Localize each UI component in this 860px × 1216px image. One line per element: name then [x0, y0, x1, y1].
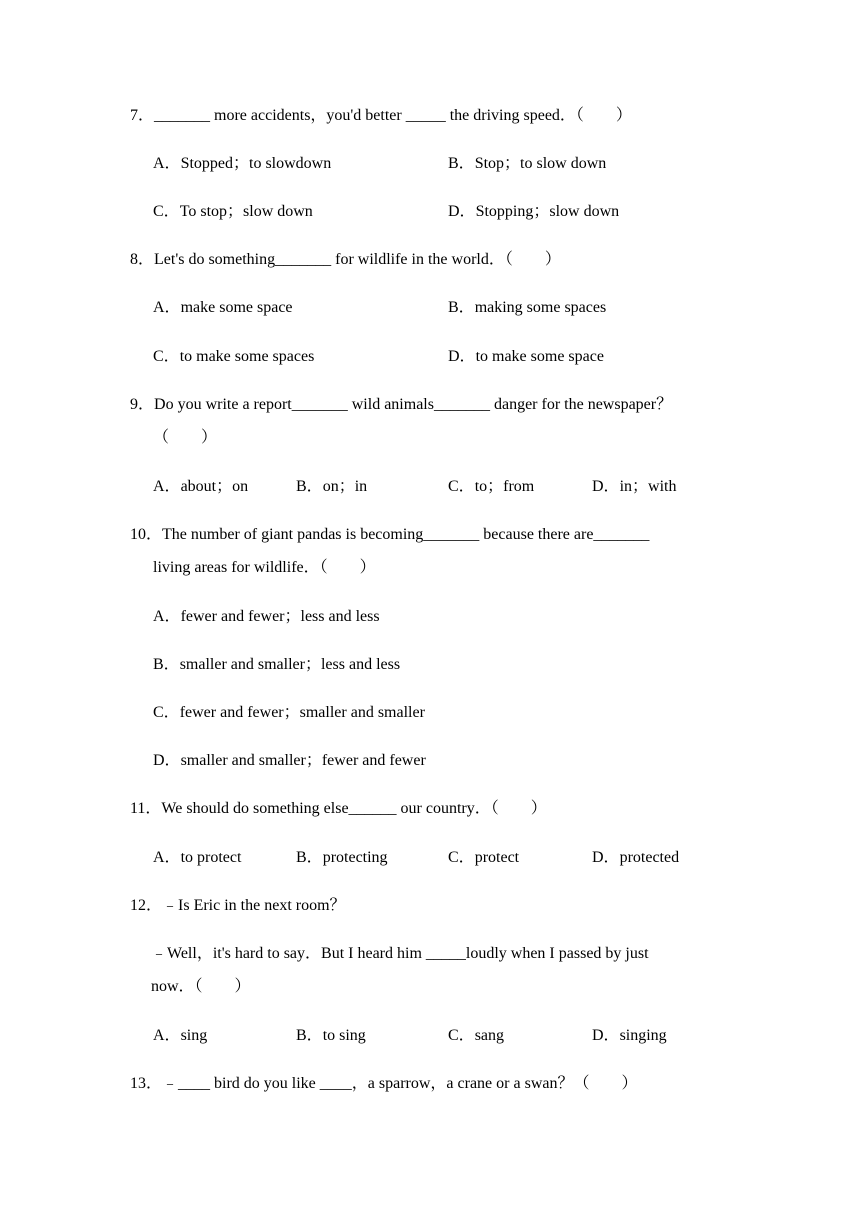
option-label: A．: [153, 155, 181, 172]
question-number: 7．: [130, 107, 155, 124]
option-text: Stopping；slow down: [475, 203, 620, 220]
question-10: [130, 525, 649, 545]
question-7: [130, 106, 632, 126]
question-number: 9．: [130, 396, 155, 413]
question-number: 11．: [130, 800, 162, 817]
option-label: B．: [296, 1027, 323, 1044]
option-text: making some spaces: [474, 299, 607, 316]
option-text: singing: [619, 1027, 667, 1044]
question-12: [130, 896, 346, 916]
question-8: [130, 250, 561, 270]
option-text: To stop；slow down: [179, 203, 313, 220]
option-text: about；on: [180, 478, 249, 495]
option-text: protected: [619, 849, 680, 866]
option-text: protect: [474, 849, 520, 866]
question-number: 10．: [130, 526, 163, 543]
option-text: to make some spaces: [179, 348, 315, 365]
question-number: 13．: [130, 1075, 163, 1092]
option-label: A．: [153, 849, 181, 866]
question-stem: ﹣____ bird do you like ____，a sparrow，a crane or a swan？（ ）: [162, 1075, 638, 1092]
option-a: [153, 298, 293, 318]
option-d: [153, 751, 426, 771]
option-c: [153, 703, 425, 723]
option-label: D．: [448, 203, 476, 220]
question-stem: ﹣Is Eric in the next room？: [162, 897, 346, 914]
question-stem-continuation: now．（ ）: [151, 978, 251, 995]
option-c: [448, 848, 519, 868]
question-number: 8．: [130, 251, 155, 268]
option-b: [296, 848, 388, 868]
option-label: D．: [592, 1027, 620, 1044]
option-d: [592, 848, 679, 868]
option-text: to；from: [474, 478, 535, 495]
option-label: A．: [153, 608, 181, 625]
option-c: [153, 347, 314, 367]
option-text: on；in: [322, 478, 368, 495]
option-label: C．: [153, 704, 180, 721]
option-text: smaller and smaller；less and less: [179, 656, 401, 673]
option-b: [296, 1026, 366, 1046]
option-label: A．: [153, 299, 181, 316]
option-c: [448, 1026, 504, 1046]
option-label: C．: [153, 348, 180, 365]
option-label: C．: [448, 1027, 475, 1044]
option-b: [448, 154, 606, 174]
option-label: D．: [153, 752, 181, 769]
option-a: [153, 477, 248, 497]
option-label: D．: [592, 478, 620, 495]
option-label: A．: [153, 1027, 181, 1044]
option-label: C．: [153, 203, 180, 220]
option-text: to protect: [180, 849, 242, 866]
option-text: Stop；to slow down: [474, 155, 607, 172]
option-b: [153, 655, 400, 675]
option-text: protecting: [322, 849, 388, 866]
option-label: A．: [153, 478, 181, 495]
option-d: [592, 477, 676, 497]
question-stem: We should do something else______ our country．（ ）: [161, 800, 547, 817]
question-11: [130, 799, 547, 819]
option-a: [153, 154, 331, 174]
option-text: sing: [180, 1027, 208, 1044]
option-text: fewer and fewer；smaller and smaller: [179, 704, 425, 721]
question-number: 12．: [130, 897, 163, 914]
option-a: [153, 848, 241, 868]
option-text: to make some space: [475, 348, 604, 365]
option-d: [592, 1026, 667, 1046]
option-text: Stopped；to slowdown: [180, 155, 332, 172]
question-13: [130, 1074, 637, 1094]
option-label: B．: [448, 155, 475, 172]
question-9: [130, 395, 672, 415]
question-stem-line-2: ﹣Well，it's hard to say．But I heard him _____loudly when I passed by just: [151, 945, 649, 962]
option-text: to sing: [322, 1027, 366, 1044]
question-stem: _______ more accidents，you'd better _____ the driving speed．（ ）: [154, 107, 632, 124]
question-stem-continuation: living areas for wildlife．（ ）: [153, 559, 376, 576]
option-text: smaller and smaller；fewer and fewer: [180, 752, 426, 769]
option-text: sang: [474, 1027, 505, 1044]
question-stem: Do you write a report_______ wild animals_______ danger for the newspaper？: [154, 396, 673, 413]
question-stem: Let's do something_______ for wildlife in the world．（ ）: [154, 251, 561, 268]
question-stem-continuation: （ ）: [153, 429, 218, 446]
option-b: [296, 477, 367, 497]
option-label: B．: [153, 656, 180, 673]
option-text: in；with: [619, 478, 677, 495]
option-label: B．: [296, 478, 323, 495]
option-d: [448, 347, 604, 367]
option-a: [153, 1026, 207, 1046]
option-text: make some space: [180, 299, 293, 316]
question-stem: The number of giant pandas is becoming_______ because there are_______: [162, 526, 650, 543]
option-label: B．: [448, 299, 475, 316]
option-a: [153, 607, 380, 627]
option-label: C．: [448, 478, 475, 495]
option-c: [448, 477, 534, 497]
option-d: [448, 202, 619, 222]
option-label: D．: [592, 849, 620, 866]
option-label: B．: [296, 849, 323, 866]
option-label: D．: [448, 348, 476, 365]
option-c: [153, 202, 313, 222]
option-b: [448, 298, 606, 318]
option-label: C．: [448, 849, 475, 866]
option-text: fewer and fewer；less and less: [180, 608, 380, 625]
